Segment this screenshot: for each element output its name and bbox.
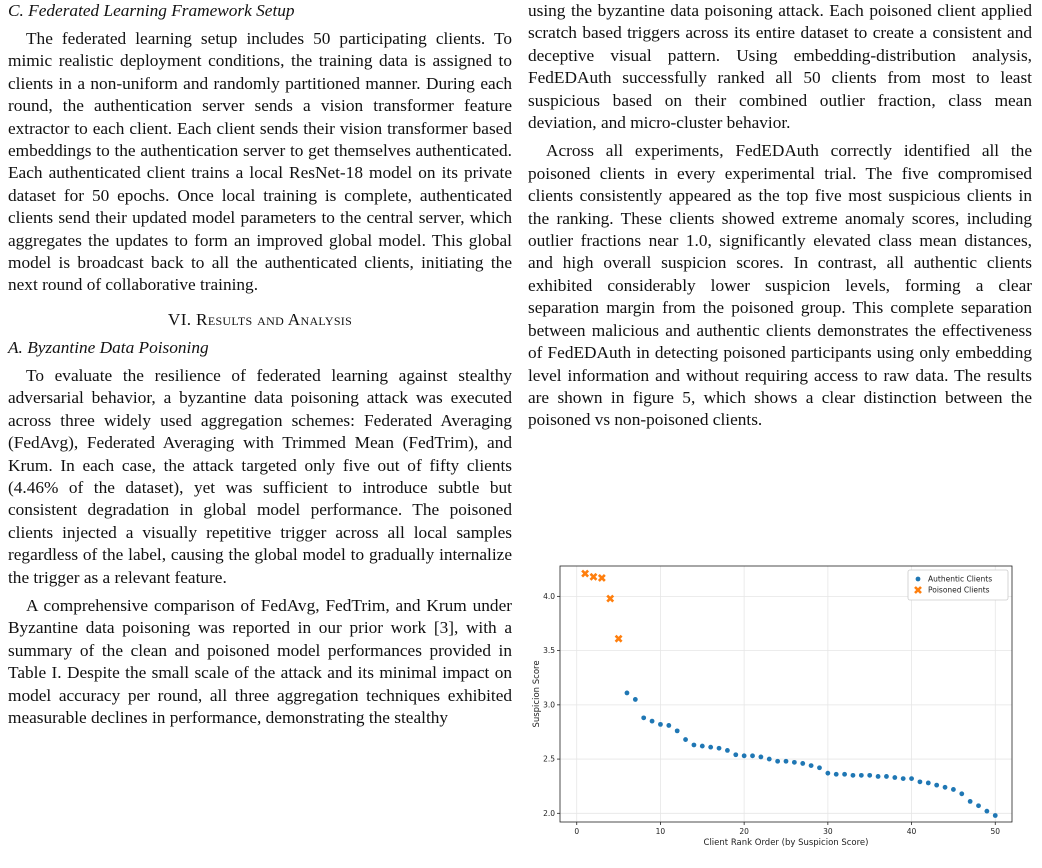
authentic-client-point [984,809,989,814]
authentic-client-point [658,722,663,727]
left-column [8,0,512,729]
legend-authentic-marker [916,577,921,582]
x-tick-label: 40 [906,827,917,836]
y-tick-label: 2.5 [543,754,555,764]
x-tick-label: 50 [990,827,1001,836]
legend-entry-label: Authentic Clients [928,574,993,584]
authentic-client-point [867,773,872,778]
authentic-client-point [825,771,830,776]
authentic-client-point [633,697,638,702]
authentic-client-point [959,791,964,796]
x-tick-label: 0 [574,827,580,836]
authentic-client-point [708,745,713,750]
x-axis-label: Client Rank Order (by Suspicion Score) [703,838,869,848]
authentic-client-point [918,779,923,784]
authentic-client-point [675,728,680,733]
authentic-client-point [784,759,789,764]
x-tick-label: 30 [823,827,833,836]
authentic-client-point [968,799,973,804]
authentic-client-point [993,813,998,818]
authentic-client-point [851,773,856,778]
authentic-client-point [700,744,705,749]
paragraph-byzantine-1: To evaluate the resilience of federated learning against stealthy adversarial behavior, a byzantine data poisoning attack was executed across three widely used aggregation schemes: Federated Averaging (FedAvg), Federated Averaging with Trimmed Mean (FedTrim), and Krum. In each case, the attack targeted only five out of fifty clients (4.46% of the dataset), yet was sufficient to introduce subtle but consistent degradation in global model performance. The poisoned clients injected a visually repetitive trigger across all local samples regardless of the label, causing the global model to gradually internalize the trigger as a relevant feature. [8,365,512,587]
authentic-client-point [641,715,646,720]
authentic-client-point [926,781,931,786]
authentic-client-point [901,776,906,781]
authentic-client-point [976,803,981,808]
subsection-heading-a: A. Byzantine Data Poisoning [8,337,209,357]
point-layer [582,571,998,818]
authentic-client-point [767,757,772,762]
authentic-client-point [650,719,655,724]
authentic-client-point [683,737,688,742]
authentic-client-point [666,723,671,728]
authentic-client-point [951,787,956,792]
authentic-client-point [625,691,630,696]
authentic-client-point [817,765,822,770]
paragraph-byzantine-2: A comprehensive comparison of FedAvg, FedTrim, and Krum under Byzantine data poisoning was reported in our prior work [3], with a summary of the clean and poisoned model performances provided in Table I. Despite the small scale of the attack and its minimal impact on model accuracy per round, all three aggregation techniques exhibited measurable declines in performance, demonstrating the stealthy [8,595,512,727]
authentic-client-point [750,753,755,758]
authentic-client-point [842,772,847,777]
poisoned-client-point [590,574,596,580]
chart-legend [908,570,1008,600]
section-heading-results: VI. Results and Analysis [167,309,353,329]
y-tick-label: 2.0 [543,808,555,818]
authentic-client-point [892,775,897,780]
authentic-client-point [733,752,738,757]
poisoned-client-point [616,636,622,642]
authentic-client-point [934,783,939,788]
authentic-client-point [876,774,881,779]
authentic-client-point [717,746,722,751]
authentic-client-point [884,774,889,779]
authentic-client-point [758,755,763,760]
poisoned-client-point [599,575,605,581]
authentic-client-point [692,743,697,748]
legend-entry-label: Poisoned Clients [928,585,990,595]
authentic-client-point [859,773,864,778]
right-column [528,0,1032,432]
x-tick-label: 20 [739,827,749,836]
authentic-client-point [943,785,948,790]
authentic-client-point [909,776,914,781]
authentic-client-point [775,759,780,764]
authentic-client-point [800,761,805,766]
authentic-client-point [792,760,797,765]
authentic-client-point [809,763,814,768]
authentic-client-point [742,753,747,758]
paragraph-framework-setup: The federated learning setup includes 50 participating clients. To mimic realistic deployment conditions, the training data is assigned to clients in a non-uniform and randomly partitioned manner. During each round, the authentication server sends a vision transformer feature extractor to each client. Each client sends their vision transformer based embeddings to the authentication server to get themselves authenticated. Each authenticated client trains a local ResNet-18 model on its private dataset for 50 epochs. Once local training is complete, authenticated clients send their updated model parameters to the central server, which aggregates the updates to form an improved global model. This global model is broadcast back to all the authenticated clients, initiating the next round of collaborative training. [8,29,512,295]
y-tick-label: 3.5 [543,646,555,656]
y-tick-label: 4.0 [543,591,555,601]
y-axis-label: Suspicion Score [532,660,542,728]
x-tick-label: 10 [655,827,666,836]
poisoned-client-point [582,571,588,577]
authentic-client-point [834,772,839,777]
figure-suspicion-scatter [530,560,1022,868]
paragraph-results-2: Across all experiments, FedEDAuth correctly identified all the poisoned clients in every experimental trial. The five compromised clients consistently appeared as the top five most suspicious clients in the ranking. These clients showed extreme anomaly scores, including outlier fractions near 1.0, significantly elevated class mean distances, and high overall suspicion scores. In contrast, all authentic clients exhibited considerably lower suspicion levels, forming a clear separation margin from the poisoned group. This complete separation between malicious and authentic clients demonstrates the effectiveness of FedEDAuth in detecting poisoned participants using only embedding level information and without requiring access to raw data. The results are shown in figure 5, which shows a clear distinction between the poisoned vs non-poisoned clients. [528,141,1032,430]
y-tick-label: 3.0 [543,700,555,710]
authentic-client-point [725,748,730,753]
scatter-chart [530,560,1022,868]
subsection-heading-c: C. Federated Learning Framework Setup [8,1,295,20]
tick-layer [543,592,1000,836]
paragraph-results-1: using the byzantine data poisoning attack. Each poisoned client applied scratch based triggers across its entire dataset to create a consistent and deceptive visual pattern. Using embedding-distribution analysis, FedEDAuth successfully ranked all 50 clients from most to least suspicious based on their combined outlier fraction, class mean deviation, and micro-cluster behavior. [528,1,1032,133]
